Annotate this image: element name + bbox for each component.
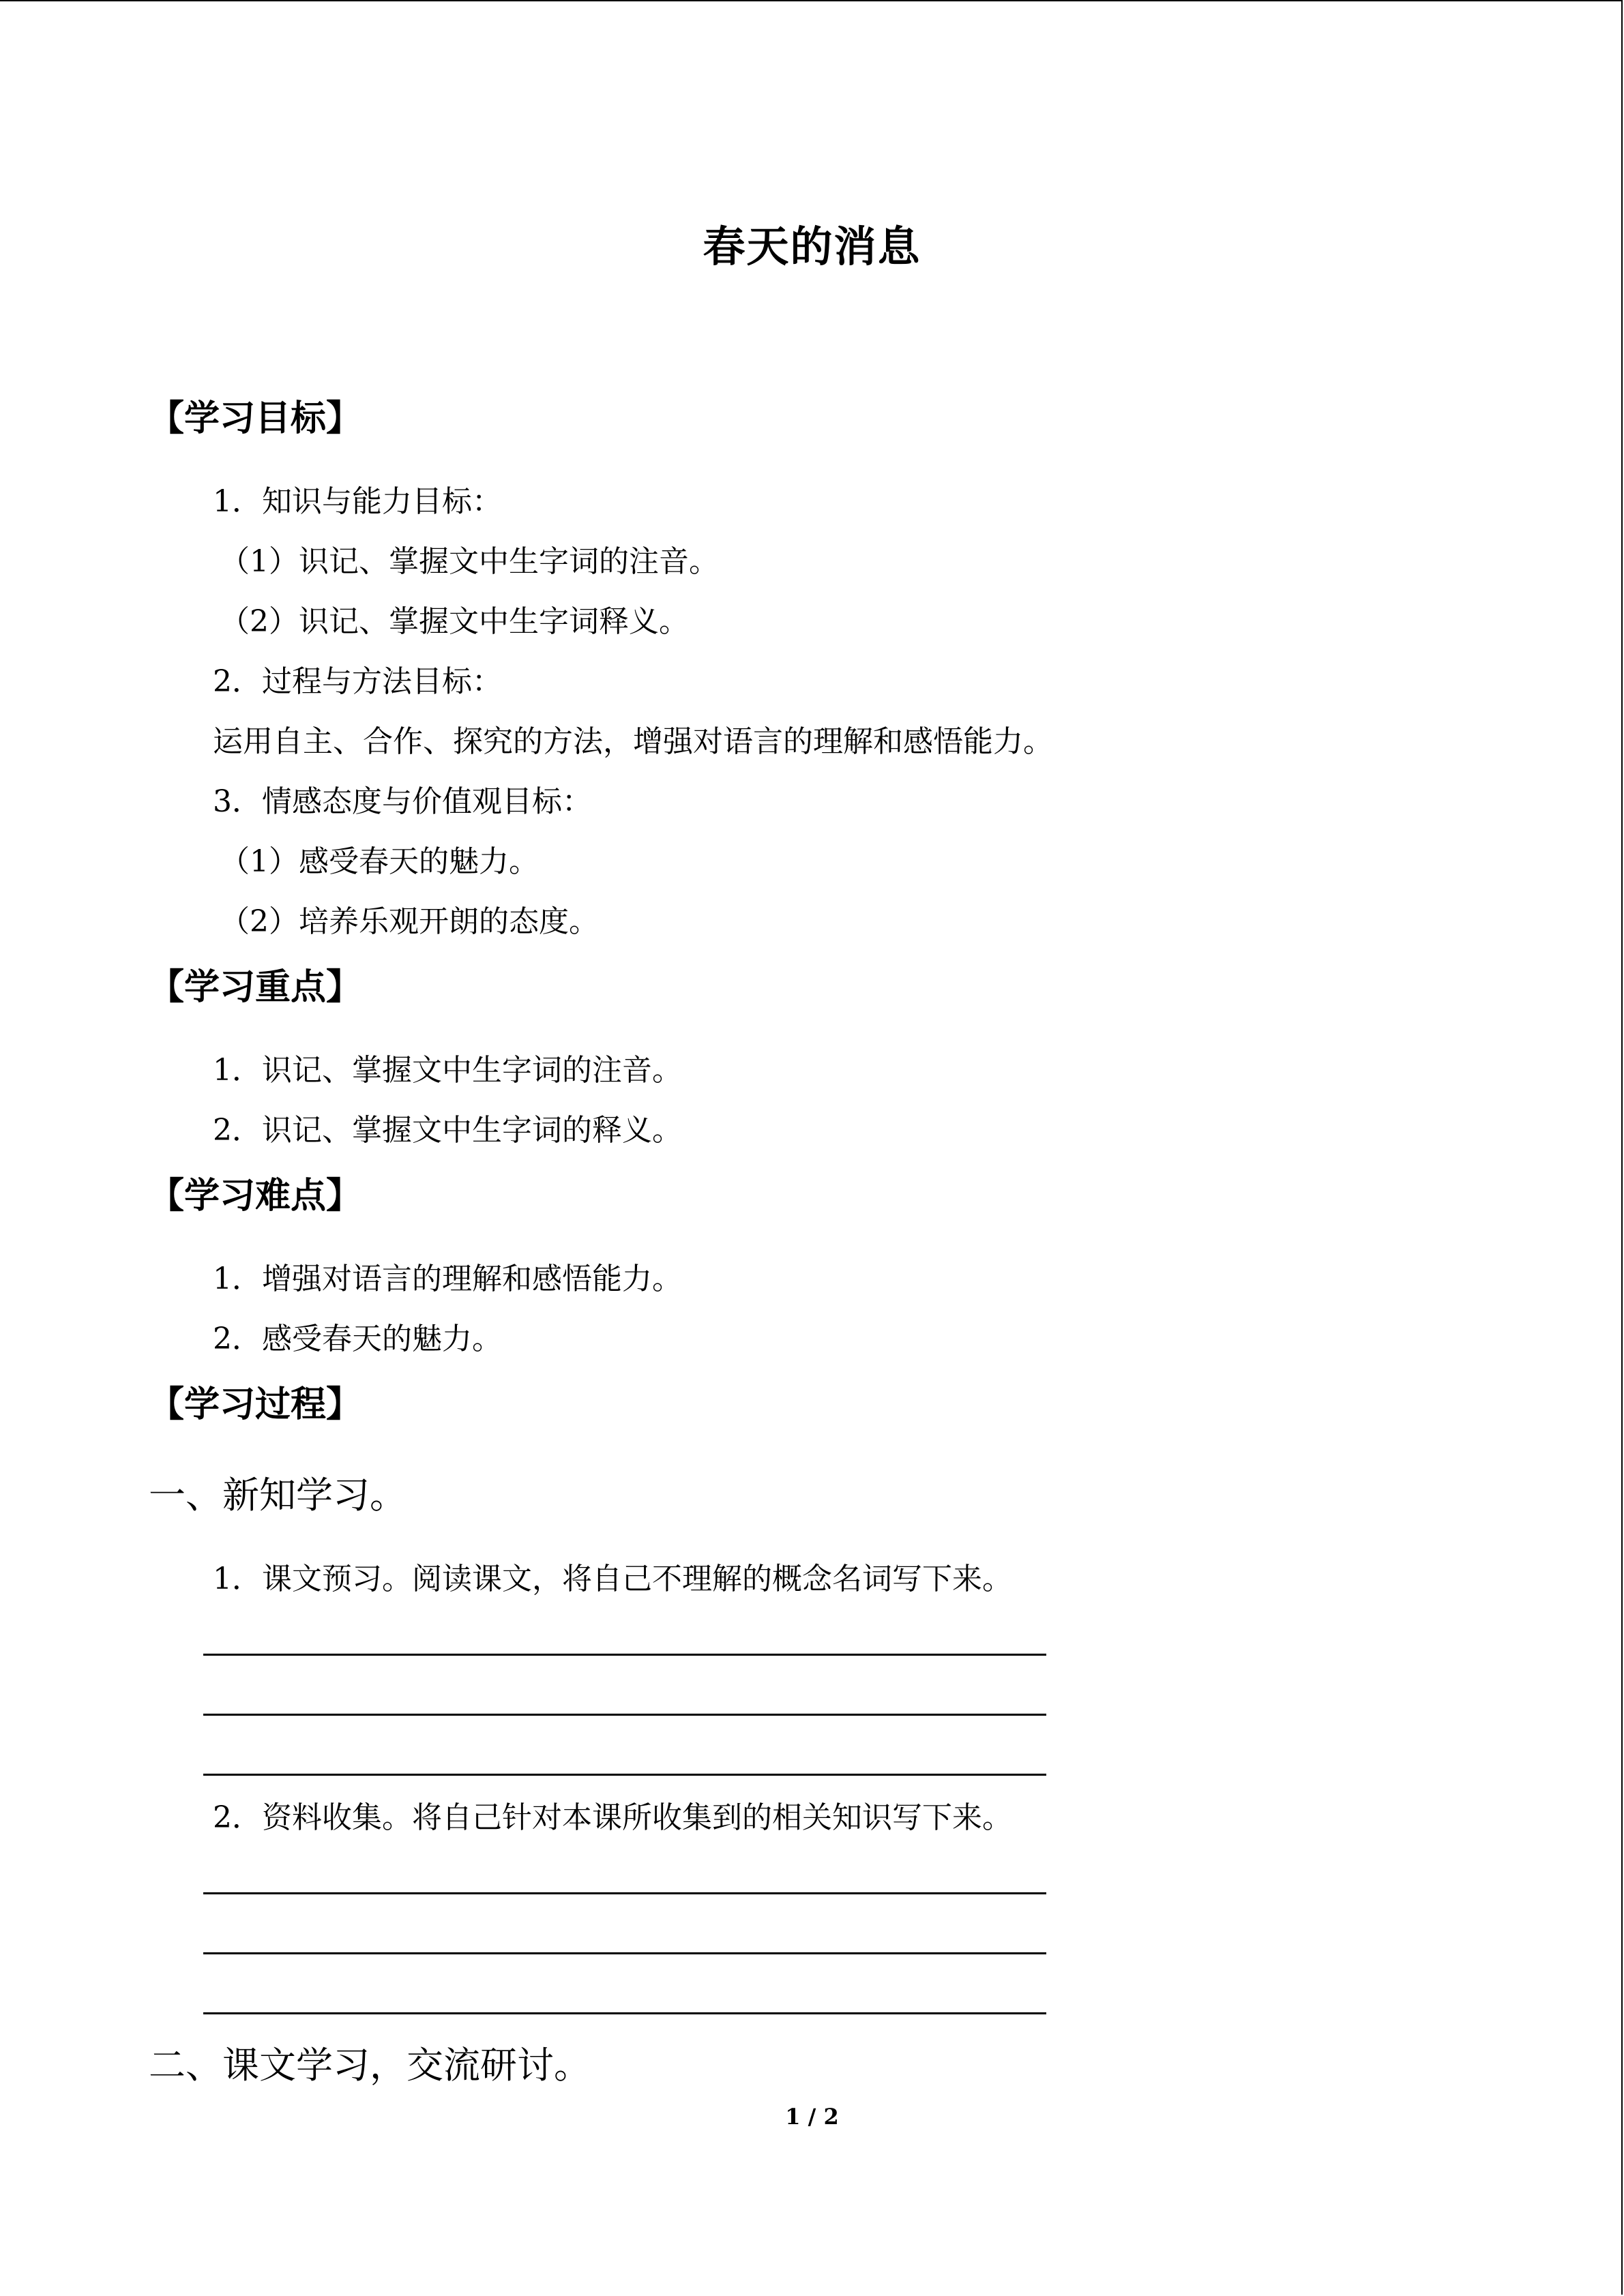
objectives-heading: 【学习目标】 (149, 398, 362, 439)
difficulties-heading: 【学习难点】 (149, 1175, 362, 1217)
objective-line: （2）培养乐观开朗的态度。 (220, 904, 599, 939)
task-collect: 2．资料收集。将自己针对本课所收集到的相关知识写下来。 (213, 1800, 1012, 1835)
key-point-line: 2．识记、掌握文中生字词的释义。 (213, 1113, 682, 1148)
objective-line: 3．情感态度与价值观目标： (213, 784, 592, 819)
key-points-heading: 【学习重点】 (149, 966, 362, 1008)
section-text-study: 二、课文学习，交流研讨。 (149, 2044, 591, 2087)
objective-line: 1．知识与能力目标： (213, 484, 502, 519)
task-preview: 1．课文预习。阅读课文，将自己不理解的概念名词写下来。 (213, 1562, 1012, 1596)
difficulty-line: 2．感受春天的魅力。 (213, 1322, 502, 1356)
page-number: 1 / 2 (785, 2104, 839, 2130)
section-new-knowledge: 一、新知学习。 (149, 1474, 407, 1517)
answer-blank-line[interactable] (203, 1714, 1046, 1716)
process-heading: 【学习过程】 (149, 1384, 362, 1425)
answer-blank-line[interactable] (203, 1654, 1046, 1656)
answer-blank-line[interactable] (203, 1892, 1046, 1894)
objective-line: 运用自主、合作、探究的方法，增强对语言的理解和感悟能力。 (213, 724, 1053, 759)
answer-blank-line[interactable] (203, 1952, 1046, 1954)
difficulty-line: 1．增强对语言的理解和感悟能力。 (213, 1262, 682, 1296)
answer-blank-line[interactable] (203, 2012, 1046, 2014)
objective-line: （1）感受春天的魅力。 (220, 844, 539, 879)
objective-line: （2）识记、掌握文中生字词释义。 (220, 604, 689, 639)
document-title: 春天的消息 (703, 222, 921, 271)
answer-blank-line[interactable] (203, 1774, 1046, 1776)
objective-line: 2．过程与方法目标： (213, 664, 502, 699)
key-point-line: 1．识记、掌握文中生字词的注音。 (213, 1053, 682, 1088)
objective-line: （1）识记、掌握文中生字词的注音。 (220, 544, 719, 579)
